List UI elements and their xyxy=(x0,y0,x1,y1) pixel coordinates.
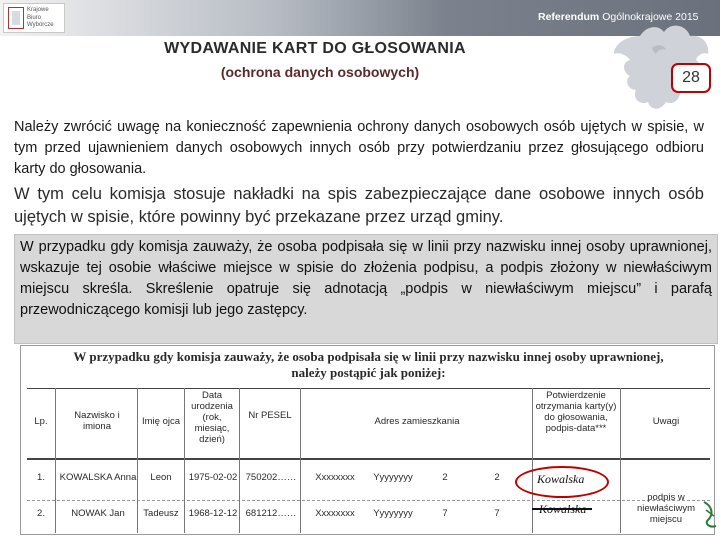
logo-text xyxy=(27,7,54,30)
table-caption-line-2: należy postąpić jak poniżej: xyxy=(291,365,446,380)
table-caption xyxy=(21,349,716,381)
slide-title: WYDAWANIE KART DO GŁOSOWANIA xyxy=(164,40,466,57)
header-father: Imię ojca xyxy=(141,416,180,427)
header-name: Nazwisko i imiona xyxy=(74,410,120,432)
row-2-lp: 2. xyxy=(37,508,45,519)
row-1-city: Yyyyyyyy xyxy=(373,472,413,483)
table-caption-line-1: W przypadku gdy komisja zauważy, że osoba podpisała się w linii przy nazwisku innej osoby uprawnionej, xyxy=(73,349,664,364)
paragraph-data-protection: Należy zwrócić uwagę na konieczność zapewnienia ochrony danych osobowych osób ujętych w spisie, w tym przed ujawnieniem danych osobowych innych osób przy potwierdzaniu przez głosującego odbioru karty do głosowania. xyxy=(14,119,704,177)
row-1-lp: 1. xyxy=(37,472,45,483)
table-column-rule xyxy=(620,388,621,533)
table-column-rule xyxy=(239,388,240,533)
row-1-flat: 2 xyxy=(494,472,500,483)
table-column-rule xyxy=(300,388,301,533)
header-confirm: Potwierdzenie otrzymania karty(y) do głosowania, podpis-data*** xyxy=(535,390,617,434)
row-1-signature: Kowalska xyxy=(537,472,585,486)
row-2-notes: podpis w niewłaściwym miejscu xyxy=(636,492,696,525)
header-notes: Uwagi xyxy=(652,416,680,427)
signature-strike-line xyxy=(532,508,592,510)
notice-box: W przypadku gdy komisja zauważy, że osoba podpisała się w linii przy nazwisku innej osoby uprawnionej, wskazuje tej osobie właściwe miejsce w spisie do złożenia podpisu, a podpis złożony w niewłaściwym miejscu skreśla. Skreślenie opatruje się adnotacją „podpis w niewłaściwym miejscu” i parafą przewodniczącego komisji lub jego zastępcy. xyxy=(14,234,718,344)
row-2-street: Xxxxxxxx xyxy=(315,508,355,519)
header-address: Adres zamieszkania xyxy=(374,416,460,427)
kbw-logo xyxy=(3,3,65,33)
row-2-house: 7 xyxy=(442,508,448,519)
table-row-separator xyxy=(27,500,710,501)
row-2-father: Tadeusz xyxy=(143,508,179,519)
table-column-rule xyxy=(137,388,138,533)
row-2-dob: 1968-12-12 xyxy=(188,508,238,519)
row-1-father: Leon xyxy=(150,472,172,483)
header-dob: Data urodzenia (rok, miesiąc, dzień) xyxy=(191,390,233,445)
table-column-rule xyxy=(184,388,185,533)
row-1-name: KOWALSKA Anna xyxy=(59,472,137,483)
paragraph-overlays: W tym celu komisja stosuje nakładki na spis zabezpieczające dane osobowe innych osób ujętych w spisie, które powinny być przekazane przez urząd gminy. xyxy=(14,185,704,226)
row-1-pesel: 750202…… xyxy=(245,472,297,483)
logo-line-1: Krajowe xyxy=(27,7,49,13)
row-2-city: Yyyyyyyy xyxy=(373,508,413,519)
voter-list-example xyxy=(20,345,715,535)
header-title-main: Referendum xyxy=(538,11,600,23)
table-column-rule xyxy=(55,388,56,533)
row-1-dob: 1975-02-02 xyxy=(188,472,238,483)
row-2-name: NOWAK Jan xyxy=(71,508,125,519)
slide-subtitle: (ochrona danych osobowych) xyxy=(220,64,420,80)
header-lp: Lp. xyxy=(34,416,48,427)
kbw-emblem-icon xyxy=(8,7,24,29)
table-rule xyxy=(27,458,710,460)
row-1-street: Xxxxxxxx xyxy=(315,472,355,483)
row-2-pesel: 681212…… xyxy=(245,508,297,519)
table-rule xyxy=(27,388,710,389)
header-pesel: Nr PESEL xyxy=(248,410,292,421)
corner-flourish-icon xyxy=(700,498,720,532)
header-title-sub: Ogólnokrajowe 2015 xyxy=(602,11,699,23)
logo-line-2: Biuro xyxy=(27,14,42,21)
page-number-badge: 28 xyxy=(671,63,711,93)
row-1-house: 2 xyxy=(442,472,448,483)
logo-line-3: Wyborcze xyxy=(27,22,54,28)
row-2-flat: 7 xyxy=(494,508,500,519)
